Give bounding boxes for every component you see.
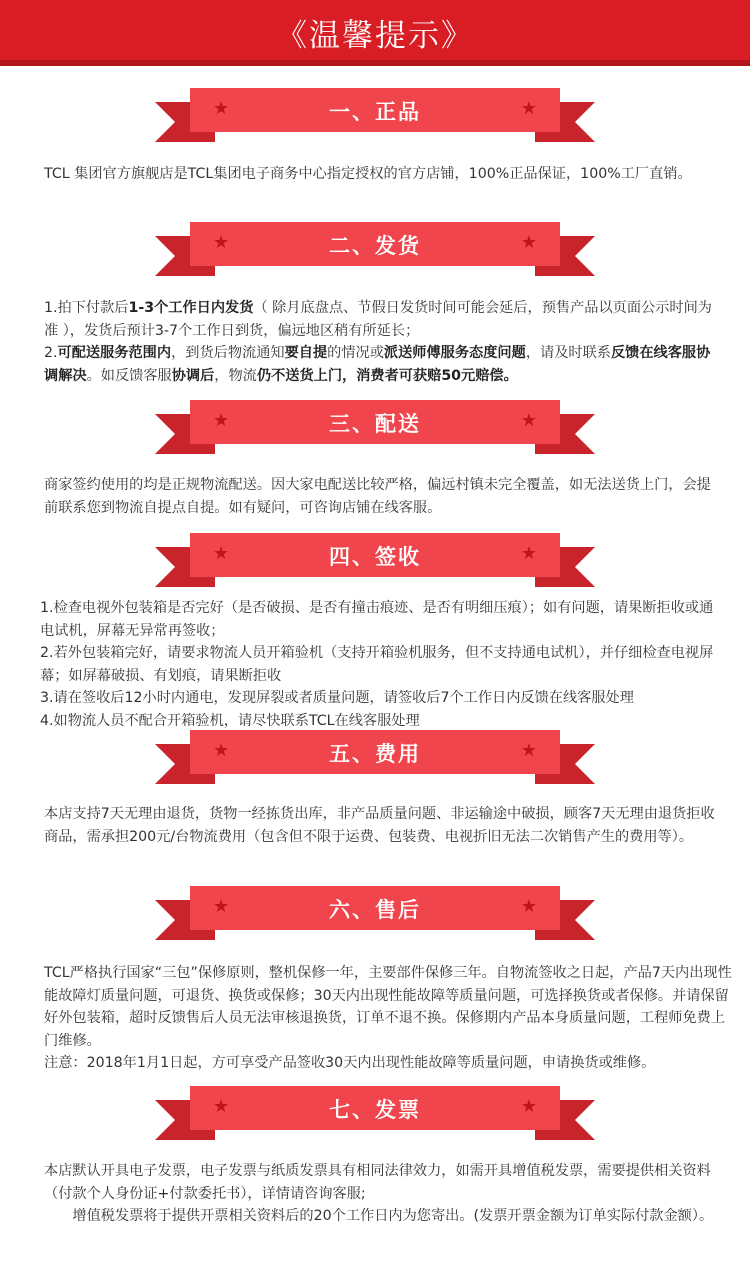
paragraph: 注意：2018年1月1日起，方可享受产品签收30天内出现性能故障等质量问题，申请换货或维修。 [44,1055,656,1071]
star-icon: ★ [520,232,537,253]
section-text [44,297,724,387]
paragraph: 2.若外包装箱完好，请要求物流人员开箱验机（支持开箱验机服务，但不支持通电试机），并仔细检查电视屏幕；如屏幕破损、有划痕，请果断拒收 [40,645,714,684]
text-emphasis: 要自提 [284,345,328,361]
star-icon: ★ [520,543,537,564]
text-emphasis: 仍不送货上门，消费者可获赔50元赔偿。 [256,367,518,384]
text-run: 2. [44,345,58,361]
section-text [40,597,720,732]
section-title: 七、发票 [329,1098,421,1122]
section-text [44,1160,724,1228]
text-emphasis: 可配送服务范围内 [57,345,172,361]
text-emphasis: 1-3个工作日内发货 [128,300,254,316]
section-ribbon [155,1086,595,1138]
section-text [44,962,734,1075]
star-icon: ★ [213,1096,230,1117]
section-ribbon [155,730,595,782]
section-ribbon [155,886,595,938]
banner-edge [0,60,750,66]
text-run: ，到货后物流通知 [171,345,285,361]
text-emphasis: 协调后 [171,367,215,384]
paragraph: 本店默认开具电子发票，电子发票与纸质发票具有相同法律效力，如需开具增值税发票，需要提供相关资料（付款个人身份证+付款委托书），详情请咨询客服; [44,1163,711,1202]
text-run: 。如反馈客服 [86,367,172,384]
text-run: 1.拍下付款后 [44,300,129,316]
star-icon: ★ [520,410,537,431]
text-run: ，物流 [214,367,257,384]
star-icon: ★ [213,740,230,761]
paragraph: 商家签约使用的均是正规物流配送。因大家电配送比较严格，偏远村镇未完全覆盖，如无法送货上门，会提前联系您到物流自提点自提。如有疑问，可咨询店铺在线客服。 [44,477,711,516]
paragraph: 4.如物流人员不配合开箱验机，请尽快联系TCL在线客服处理 [40,712,420,729]
paragraph: 1.检查电视外包装箱是否完好（是否破损、是否有撞击痕迹、是否有明细压痕）；如有问题，请果断拒收或通电试机，屏幕无异常再签收； [40,600,714,639]
star-icon: ★ [213,896,230,917]
paragraph: 增值税发票将于提供开票相关资料后的20个工作日内为您寄出。(发票开票金额为订单实际付款金额）。 [72,1208,714,1224]
section-ribbon [155,533,595,585]
section-title: 五、费用 [329,742,421,766]
section-title: 六、售后 [329,898,421,922]
header-banner [0,0,750,66]
text-run: ，请及时联系 [525,345,611,361]
section-ribbon [155,400,595,452]
star-icon: ★ [213,98,230,119]
star-icon: ★ [520,98,537,119]
star-icon: ★ [213,410,230,431]
paragraph [44,342,724,387]
star-icon: ★ [520,740,537,761]
section-ribbon [155,222,595,274]
star-icon: ★ [213,232,230,253]
paragraph [44,297,724,342]
star-icon: ★ [520,1096,537,1117]
section-title: 三、配送 [329,412,421,436]
page-title: 《温馨提示》 [276,18,474,54]
section-ribbon [155,88,595,140]
text-emphasis: 反馈在线客服协调解决 [44,345,711,384]
section-text [44,474,724,519]
paragraph: TCL严格执行国家“三包”保修原则，整机保修一年，主要部件保修三年。自物流签收之日起，产品7天内出现性能故障灯质量问题，可退货、换货或保修；30天内出现性能故障等质量问题，可选择换货或者保修。并请保留好外包装箱，超时反馈售后人员无法审核退换货，订单不退不换。保修期内产品本身质量问题，工程师免费上门维修。 [44,965,732,1049]
section-title: 四、签收 [329,545,421,569]
text-run: 的情况或 [327,345,384,361]
star-icon: ★ [520,896,537,917]
star-icon: ★ [213,543,230,564]
text-run: （ 除月底盘点、节假日发货时间可能会延后，预售产品以页面公示时间为准 ），发货后预计3-7个工作日到货，偏远地区稍有所延长； [44,300,712,339]
section-title: 一、正品 [329,100,421,124]
section-text [44,163,716,186]
text-emphasis: 派送师傅服务态度问题 [383,345,526,361]
paragraph: 3.请在签收后12小时内通电，发现屏裂或者质量问题，请签收后7个工作日内反馈在线客服处理 [40,690,634,706]
paragraph: TCL 集团官方旗舰店是TCL集团电子商务中心指定授权的官方店铺，100%正品保证，100%工厂直销。 [44,166,692,182]
section-text [44,803,720,848]
paragraph: 本店支持7天无理由退货，货物一经拣货出库，非产品质量问题、非运输途中破损，顾客7天无理由退货拒收商品，需承担200元/台物流费用（包含但不限于运费、包装费、电视折旧无法二次销售产生的费用等）。 [44,806,715,845]
section-title: 二、发货 [329,234,421,258]
